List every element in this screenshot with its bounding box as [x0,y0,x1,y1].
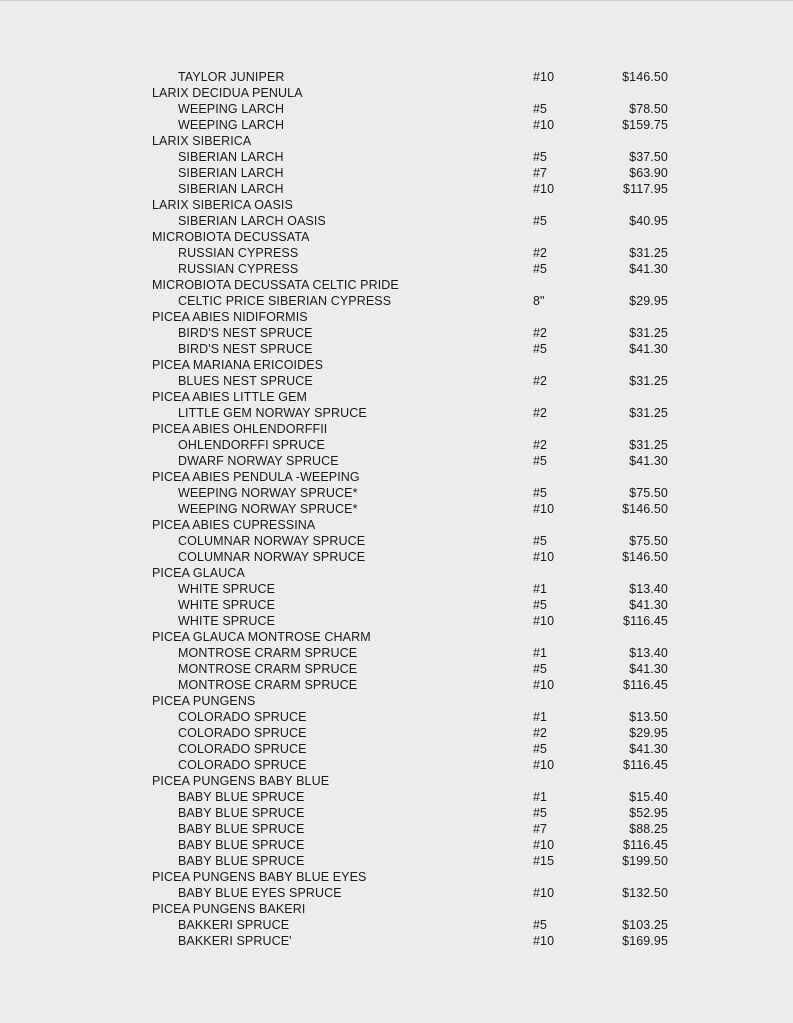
plant-common-name: WHITE SPRUCE [178,582,276,596]
price: $103.25 [622,918,668,932]
species-header-row [152,421,672,437]
price: $75.50 [629,486,668,500]
price-item-row [152,789,672,805]
price: $146.50 [622,550,668,564]
price: $199.50 [622,854,668,868]
price: $40.95 [629,214,668,228]
container-size: #10 [533,550,555,564]
plant-common-name: BABY BLUE SPRUCE [178,822,305,836]
plant-common-name: SIBERIAN LARCH [178,166,284,180]
price: $117.95 [623,182,668,196]
price: $29.95 [629,294,668,308]
price-item-row [152,757,672,773]
species-header-row [152,197,672,213]
container-size: #10 [533,934,555,948]
price: $75.50 [629,534,668,548]
plant-common-name: WHITE SPRUCE [178,598,276,612]
plant-common-name: COLORADO SPRUCE [178,742,307,756]
price: $78.50 [629,102,668,116]
price: $41.30 [629,342,668,356]
plant-common-name: BABY BLUE SPRUCE [178,806,305,820]
price-item-row [152,181,672,197]
price-item-row [152,645,672,661]
price-item-row [152,709,672,725]
species-name: PICEA PUNGENS BABY BLUE [152,774,330,788]
price-item-row [152,437,672,453]
container-size: #2 [533,374,548,388]
species-name: PICEA ABIES NIDIFORMIS [152,310,308,324]
species-header-row [152,85,672,101]
price: $31.25 [629,374,668,388]
species-name: MICROBIOTA DECUSSATA [152,230,310,244]
container-size: #7 [533,822,548,836]
price: $31.25 [629,246,668,260]
species-name: PICEA ABIES CUPRESSINA [152,518,316,532]
container-size: #5 [533,742,548,756]
species-header-row [152,693,672,709]
species-name: PICEA MARIANA ERICOIDES [152,358,324,372]
price: $13.50 [629,710,668,724]
price-item-row [152,661,672,677]
price-item-row [152,341,672,357]
price: $31.25 [629,326,668,340]
plant-common-name: WEEPING LARCH [178,102,285,116]
plant-common-name: BABY BLUE SPRUCE [178,790,305,804]
plant-common-name: SIBERIAN LARCH [178,150,284,164]
price-item-row [152,117,672,133]
price-item-row [152,245,672,261]
price: $13.40 [629,582,668,596]
container-size: #10 [533,758,555,772]
price-item-row [152,453,672,469]
plant-common-name: LITTLE GEM NORWAY SPRUCE [178,406,367,420]
price-item-row [152,485,672,501]
plant-common-name: BAKKERI SPRUCE [178,918,290,932]
price: $146.50 [622,502,668,516]
plant-common-name: WEEPING NORWAY SPRUCE* [178,486,358,500]
container-size: #5 [533,662,548,676]
plant-common-name: COLORADO SPRUCE [178,726,307,740]
price: $132.50 [622,886,668,900]
price-item-row [152,885,672,901]
species-header-row [152,469,672,485]
price: $41.30 [629,742,668,756]
price: $31.25 [629,438,668,452]
plant-common-name: SIBERIAN LARCH [178,182,284,196]
container-size: #10 [533,118,555,132]
container-size: #10 [533,838,555,852]
container-size: #5 [533,150,548,164]
container-size: #5 [533,454,548,468]
price: $169.95 [622,934,668,948]
species-header-row [152,229,672,245]
container-size: #10 [533,614,555,628]
plant-common-name: CELTIC PRICE SIBERIAN CYPRESS [178,294,392,308]
price-item-row [152,917,672,933]
price-item-row [152,165,672,181]
price: $41.30 [629,262,668,276]
container-size: #10 [533,182,555,196]
species-header-row [152,277,672,293]
species-header-row [152,565,672,581]
plant-common-name: DWARF NORWAY SPRUCE [178,454,339,468]
container-size: #10 [533,70,555,84]
price-item-row [152,101,672,117]
species-header-row [152,517,672,533]
species-header-row [152,773,672,789]
plant-common-name: TAYLOR JUNIPER [178,70,285,84]
species-header-row [152,629,672,645]
price: $41.30 [629,598,668,612]
container-size: #5 [533,342,548,356]
species-name: LARIX SIBERICA [152,134,252,148]
container-size: #1 [533,582,548,596]
species-header-row [152,389,672,405]
price: $37.50 [629,150,668,164]
species-name: PICEA PUNGENS [152,694,256,708]
price-item-row [152,325,672,341]
price: $29.95 [629,726,668,740]
container-size: #1 [533,646,548,660]
price-item-row [152,853,672,869]
price: $63.90 [629,166,668,180]
plant-common-name: OHLENDORFFI SPRUCE [178,438,325,452]
price-item-row [152,805,672,821]
species-name: PICEA ABIES PENDULA -WEEPING [152,470,360,484]
container-size: #2 [533,438,548,452]
price: $116.45 [623,614,668,628]
price-item-row [152,261,672,277]
container-size: #1 [533,710,548,724]
price-item-row [152,293,672,309]
plant-common-name: BIRD'S NEST SPRUCE [178,342,313,356]
plant-common-name: RUSSIAN CYPRESS [178,262,299,276]
price-item-row [152,149,672,165]
plant-common-name: MONTROSE CRARM SPRUCE [178,646,358,660]
species-name: PICEA PUNGENS BAKERI [152,902,306,916]
plant-common-name: SIBERIAN LARCH OASIS [178,214,326,228]
container-size: #2 [533,326,548,340]
plant-common-name: WHITE SPRUCE [178,614,276,628]
price-list [152,69,672,949]
plant-common-name: BIRD'S NEST SPRUCE [178,326,313,340]
plant-common-name: BABY BLUE EYES SPRUCE [178,886,342,900]
container-size: #5 [533,598,548,612]
price-item-row [152,725,672,741]
container-size: #5 [533,918,548,932]
container-size: #15 [533,854,555,868]
price: $116.45 [623,758,668,772]
plant-common-name: RUSSIAN CYPRESS [178,246,299,260]
price-item-row [152,533,672,549]
container-size: #7 [533,166,548,180]
species-header-row [152,901,672,917]
price-item-row [152,677,672,693]
price-item-row [152,69,672,85]
price-item-row [152,581,672,597]
container-size: #5 [533,486,548,500]
plant-common-name: WEEPING NORWAY SPRUCE* [178,502,358,516]
price-item-row [152,837,672,853]
species-name: PICEA GLAUCA [152,566,245,580]
price-item-row [152,501,672,517]
plant-common-name: MONTROSE CRARM SPRUCE [178,678,358,692]
price: $41.30 [629,454,668,468]
price: $31.25 [629,406,668,420]
price-item-row [152,613,672,629]
species-name: MICROBIOTA DECUSSATA CELTIC PRIDE [152,278,399,292]
price: $116.45 [623,838,668,852]
container-size: #5 [533,534,548,548]
price-item-row [152,821,672,837]
species-name: PICEA PUNGENS BABY BLUE EYES [152,870,367,884]
container-size: #10 [533,502,555,516]
container-size: #2 [533,726,548,740]
species-header-row [152,869,672,885]
container-size: #10 [533,886,555,900]
container-size: 8" [533,294,545,308]
price: $13.40 [629,646,668,660]
plant-common-name: COLUMNAR NORWAY SPRUCE [178,534,366,548]
page-top-border [0,0,793,1]
container-size: #10 [533,678,555,692]
price: $52.95 [629,806,668,820]
price: $41.30 [629,662,668,676]
species-name: PICEA GLAUCA MONTROSE CHARM [152,630,371,644]
plant-common-name: COLORADO SPRUCE [178,710,307,724]
container-size: #2 [533,406,548,420]
plant-common-name: WEEPING LARCH [178,118,285,132]
price-item-row [152,373,672,389]
price-item-row [152,405,672,421]
plant-common-name: COLUMNAR NORWAY SPRUCE [178,550,366,564]
price: $116.45 [623,678,668,692]
plant-common-name: BABY BLUE SPRUCE [178,838,305,852]
plant-common-name: COLORADO SPRUCE [178,758,307,772]
price: $88.25 [629,822,668,836]
price-item-row [152,597,672,613]
container-size: #5 [533,806,548,820]
price-item-row [152,741,672,757]
species-header-row [152,133,672,149]
species-name: LARIX DECIDUA PENULA [152,86,303,100]
species-header-row [152,309,672,325]
container-size: #5 [533,262,548,276]
species-name: LARIX SIBERICA OASIS [152,198,293,212]
price-item-row [152,933,672,949]
plant-common-name: BAKKERI SPRUCE' [178,934,292,948]
price: $146.50 [622,70,668,84]
container-size: #5 [533,214,548,228]
price-item-row [152,549,672,565]
price: $15.40 [629,790,668,804]
container-size: #5 [533,102,548,116]
species-header-row [152,357,672,373]
plant-common-name: MONTROSE CRARM SPRUCE [178,662,358,676]
plant-common-name: BLUES NEST SPRUCE [178,374,313,388]
price-item-row [152,213,672,229]
price: $159.75 [622,118,668,132]
species-name: PICEA ABIES LITTLE GEM [152,390,308,404]
container-size: #1 [533,790,548,804]
container-size: #2 [533,246,548,260]
species-name: PICEA ABIES OHLENDORFFII [152,422,328,436]
plant-common-name: BABY BLUE SPRUCE [178,854,305,868]
